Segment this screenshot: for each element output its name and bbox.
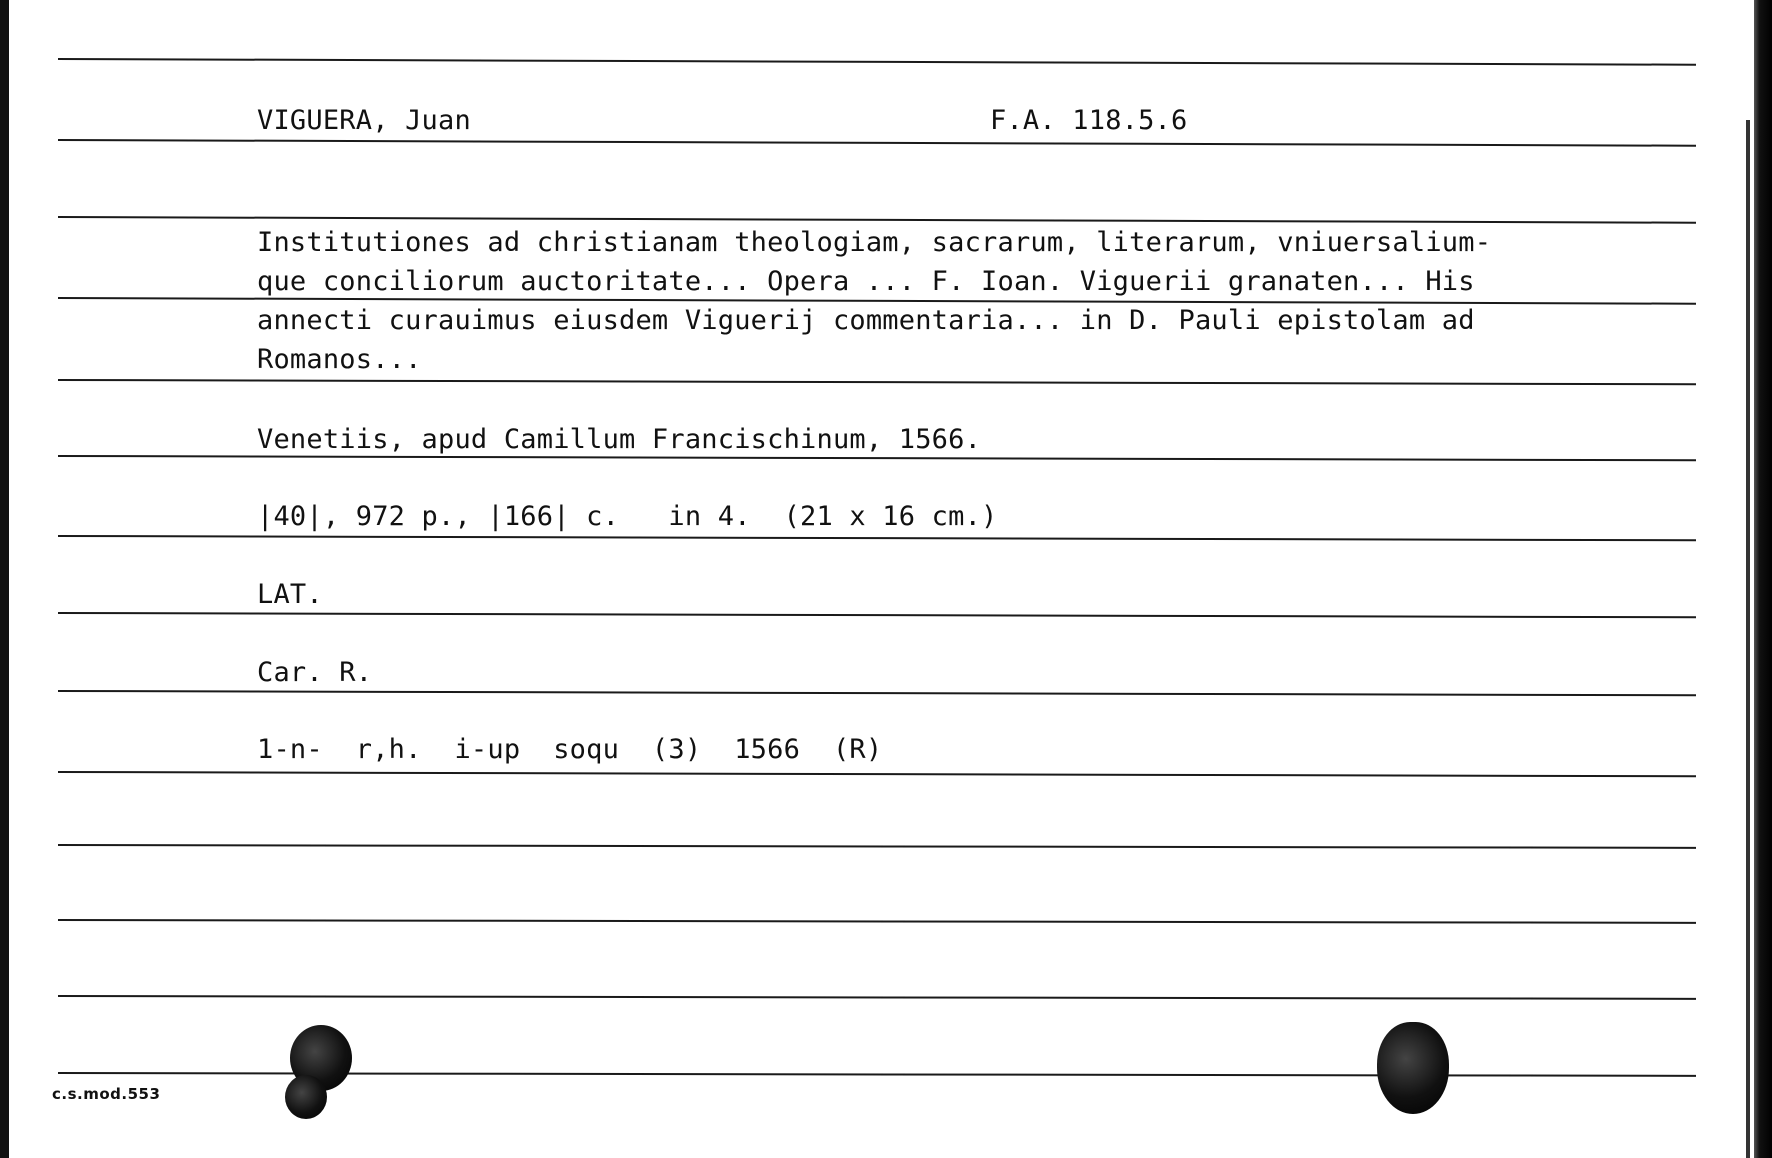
ruled-line: [58, 919, 1696, 924]
title-line-1: Institutiones ad christianam theologiam, sacrarum, literarum, vniuersalium-: [257, 227, 1492, 258]
punch-hole-right: [1377, 1022, 1449, 1114]
form-code: c.s.mod.553: [52, 1085, 161, 1103]
title-line-3: annecti curauimus eiusdem Viguerij commentaria... in D. Pauli epistolam ad: [257, 305, 1475, 336]
language: LAT.: [257, 579, 323, 610]
ruled-line: [58, 139, 1696, 147]
punch-hole-left-lower: [285, 1075, 327, 1119]
note: Car. R.: [257, 657, 373, 688]
fingerprint: 1-n- r,h. i-up soqu (3) 1566 (R): [257, 734, 883, 765]
scan-edge-right: [1754, 0, 1772, 1158]
ruled-line: [58, 379, 1696, 385]
title-line-4: Romanos...: [257, 344, 422, 375]
imprint: Venetiis, apud Camillum Francischinum, 1566.: [257, 424, 982, 455]
collation: |40|, 972 p., |166| c. in 4. (21 x 16 cm.): [257, 501, 998, 532]
ruled-line: [58, 995, 1696, 1000]
shelfmark: F.A. 118.5.6: [990, 105, 1188, 136]
ruled-line: [58, 844, 1696, 849]
ruled-line: [58, 58, 1696, 66]
scan-edge-right-shadow: [1746, 120, 1750, 1158]
scan-edge-left: [0, 0, 9, 1158]
ruled-line: [58, 771, 1696, 777]
title-line-2: que conciliorum auctoritate... Opera ... F. Ioan. Viguerii granaten... His: [257, 266, 1475, 297]
author-heading: VIGUERA, Juan: [257, 105, 471, 136]
